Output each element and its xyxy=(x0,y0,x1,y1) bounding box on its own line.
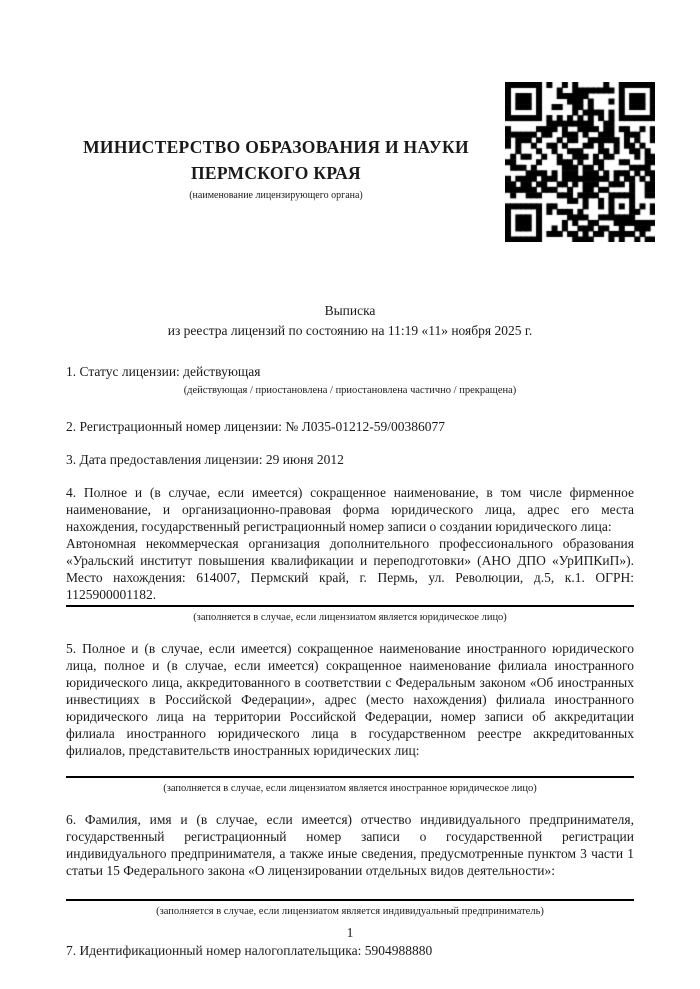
item4-legal-entity-value: Автономная некоммерческая организация дополнительного профессионального образования «Уральский институт повышения квалификации и переподготовки» (АНО ДПО «УрИПКиП»). Место нахождения: 614007, Пермский край, г. Пермь, ул. Революции, д.5, к.1. ОГРН: 1125900001182. xyxy=(66,536,634,602)
page-number: 1 xyxy=(346,925,354,940)
item2-registration-number: 2. Регистрационный номер лицензии: № Л035-01212-59/00386077 xyxy=(66,419,446,434)
qr-code xyxy=(505,82,655,242)
item6-caption: (заполняется в случае, если лицензиатом является индивидуальный предприниматель) xyxy=(156,906,544,917)
title-line2: из реестра лицензий по состоянию на 11:19 «11» ноября 2025 г. xyxy=(167,323,533,338)
ministry-caption: (наименование лицензирующего органа) xyxy=(189,190,363,201)
item4-fill-line xyxy=(66,605,634,607)
item6-fill-line xyxy=(66,899,634,901)
item7-taxpayer-number: 7. Идентификационный номер налогоплательщика: 5904988880 xyxy=(66,943,433,958)
item5-caption: (заполняется в случае, если лицензиатом является иностранное юридическое лицо) xyxy=(163,783,537,794)
item5-fill-line xyxy=(66,776,634,778)
item3-license-date: 3. Дата предоставления лицензии: 29 июня 2012 xyxy=(66,452,344,467)
qr-code-image xyxy=(505,82,655,242)
item6-entrepreneur-label: 6. Фамилия, имя и (в случае, если имеется) отчество индивидуального предпринимателя, государственный регистрационный номер записи о государственной регистрации индивидуального предпринимателя, а также иные сведения, предусмотренные пунктом 3 части 1 статьи 15 Федерального закона «О лицензировании отдельных видов деятельности»: xyxy=(66,812,634,878)
ministry-name-line1: МИНИСТЕРСТВО ОБРАЗОВАНИЯ И НАУКИ xyxy=(83,137,469,157)
title-line1: Выписка xyxy=(324,303,376,318)
document-title xyxy=(0,301,700,341)
item4-caption: (заполняется в случае, если лицензиатом является юридическое лицо) xyxy=(193,612,507,623)
item1-status: 1. Статус лицензии: действующая xyxy=(66,364,261,379)
item1-caption: (действующая / приостановлена / приостановлена частично / прекращена) xyxy=(183,385,517,396)
ministry-name-line2: ПЕРМСКОГО КРАЯ xyxy=(191,163,361,183)
item5-foreign-entity-label: 5. Полное и (в случае, если имеется) сокращенное наименование иностранного юридического лица, полное и (в случае, если имеется) сокращенное наименование филиала иностранного юридического лица, аккредитованного в соответствии с Федеральным законом «Об иностранных инвестициях в Российской Федерации», адрес (место нахождения) филиала иностранного юридического лица на территории Российской Федерации, номер записи об аккредитации филиала иностранного юридического лица в государственном реестре аккредитованных филиалов, представительств иностранных юридических лиц: xyxy=(66,641,634,758)
item4-legal-entity-label: 4. Полное и (в случае, если имеется) сокращенное наименование, в том числе фирменное наименование, и организационно-правовая форма юридического лица, адрес его места нахождения, государственный регистрационный номер записи о создании юридического лица: xyxy=(66,485,634,534)
document-header xyxy=(58,134,494,202)
document-body xyxy=(66,363,634,959)
